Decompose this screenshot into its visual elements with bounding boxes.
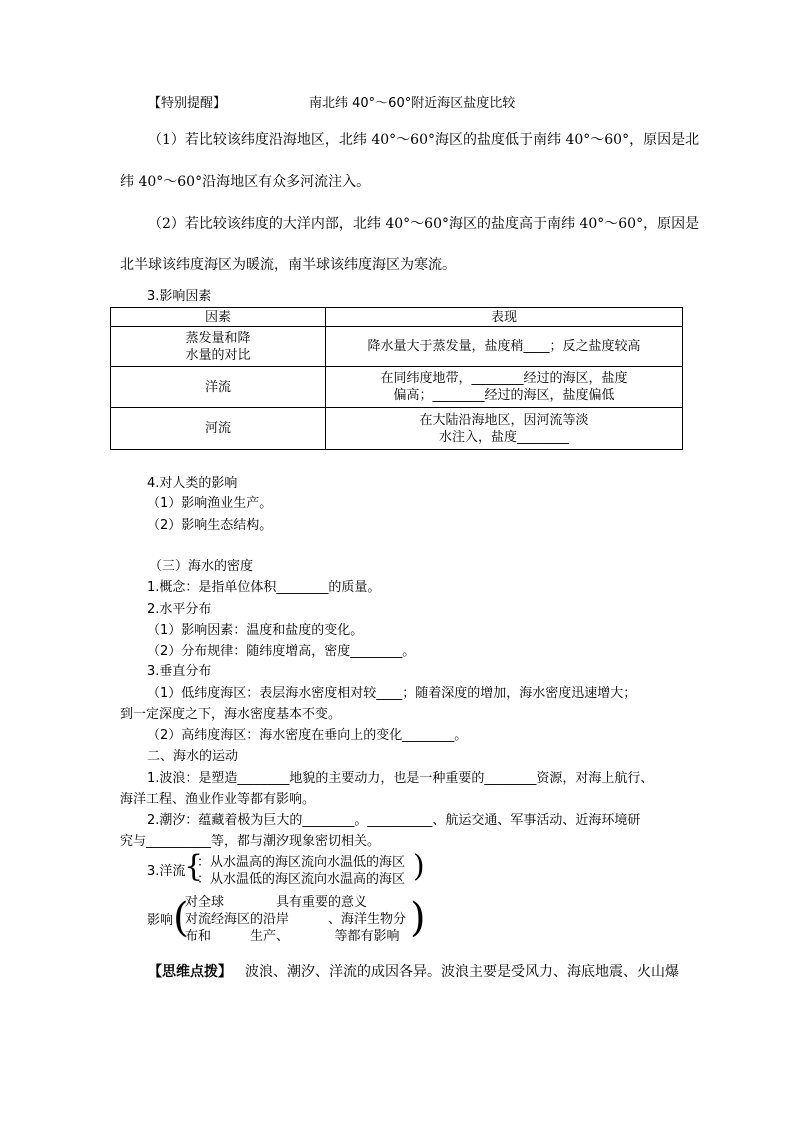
table-row — [111, 367, 683, 408]
cell-line: 蒸发量和降 — [185, 330, 251, 346]
table-cell-factor — [111, 367, 326, 408]
tip-title: 南北纬 40°～60°附近海区盐度比较 — [309, 96, 516, 111]
motion-tide-line-2: 究与__________等，都与潮汐现象密切相关。 — [120, 834, 381, 849]
table-row — [111, 408, 683, 450]
influence-line-3: 布和 生产、 等都有影响 — [185, 929, 400, 944]
density-heading: （三）海水的密度 — [149, 559, 254, 574]
table-row — [111, 327, 683, 367]
cell-line: 在同纬度地带，________经过的海区，盐度 — [380, 371, 628, 386]
density-horizontal-1: （1）影响因素：温度和盐度的变化。 — [147, 623, 364, 638]
cell-line: 洋流 — [204, 379, 231, 395]
tip-label: 【特别提醒】 — [148, 96, 227, 111]
current-label: 3.洋流 — [147, 864, 186, 879]
tip-paragraph-1-line-1: （1）若比较该纬度沿海地区，北纬 40°～60°海区的盐度低于南纬 40°～60°，原因是北 — [148, 132, 700, 148]
density-horizontal-2: （2）分布规律：随纬度增高，密度________。 — [147, 644, 416, 659]
cell-line: 河流 — [204, 421, 231, 436]
cell-line: 偏高；________经过的海区，盐度偏低 — [393, 388, 615, 403]
current-warm: ：从水温高的海区流向水温低的海区 — [197, 855, 406, 870]
cell-line: 降水量大于蒸发量，盐度稍____；反之盐度较高 — [367, 339, 641, 354]
influence-label: 影响 — [147, 913, 174, 928]
tip-paragraph-1-line-2: 纬 40°～60°沿海地区有众多河流注入。 — [120, 174, 371, 190]
impact-item-1: （1）影响渔业生产。 — [147, 496, 273, 511]
impact-item-2: （2）影响生态结构。 — [147, 518, 273, 533]
density-vertical-1-line-2: 到一定深度之下，海水密度基本不变。 — [120, 707, 342, 722]
left-brace-icon: { — [184, 849, 204, 884]
table-cell-manifestation — [326, 367, 683, 408]
factors-heading: 3.影响因素 — [147, 289, 212, 304]
density-vertical-heading: 3.垂直分布 — [147, 664, 212, 679]
motion-heading: 二、海水的运动 — [147, 749, 239, 764]
tip-paragraph-2-line-1: （2）若比较该纬度的大洋内部，北纬 40°～60°海区的盐度高于南纬 40°～60°，原因是 — [148, 216, 700, 232]
tip-paragraph-2-line-2: 北半球该纬度海区为暖流，南半球该纬度海区为寒流。 — [120, 257, 456, 273]
table-cell-factor — [111, 408, 326, 450]
density-concept: 1.概念：是指单位体积________的质量。 — [147, 580, 381, 595]
motion-wave-line-2: 海洋工程、渔业作业等都有影响。 — [120, 792, 316, 807]
density-vertical-1-line-1: （1）低纬度海区：表层海水密度相对较____；随着深度的增加，海水密度迅速增大； — [147, 686, 637, 701]
density-horizontal-heading: 2.水平分布 — [147, 602, 212, 617]
right-brace-icon: ) — [410, 895, 426, 941]
density-vertical-2: （2）高纬度海区：海水密度在垂向上的变化________。 — [147, 728, 468, 743]
right-brace-icon: ) — [413, 849, 425, 884]
influence-line-1: 对全球 具有重要的意义 — [185, 895, 368, 910]
table-cell-manifestation — [326, 408, 683, 450]
impact-heading: 4.对人类的影响 — [147, 476, 238, 491]
table-header-manifestation: 表现 — [326, 308, 683, 327]
table-cell-factor — [111, 327, 326, 367]
current-cold: ：从水温低的海区流向水温高的海区 — [197, 872, 406, 887]
table-cell-manifestation — [326, 327, 683, 367]
thinking-text: 波浪、潮汐、洋流的成因各异。波浪主要是受风力、海底地震、火山爆 — [245, 964, 679, 980]
motion-wave-line-1: 1.波浪：是塑造________地貌的主要动力，也是一种重要的________资源，对海上航行、 — [147, 771, 654, 786]
table-header-row — [111, 308, 683, 327]
cell-line: 水注入，盐度________ — [438, 429, 569, 445]
motion-tide-line-1: 2.潮汐：蕴藏着极为巨大的________。__________、航运交通、军事活动、近海环境研 — [147, 813, 641, 828]
table-header-factor: 因素 — [111, 308, 326, 327]
factors-table — [110, 307, 683, 450]
left-brace-icon: ( — [173, 895, 189, 941]
cell-line: 在大陆沿海地区，因河流等淡 — [419, 412, 589, 428]
thinking-label: 【思维点拨】 — [148, 964, 232, 980]
cell-line: 水量的对比 — [185, 347, 251, 363]
influence-line-2: 对流经海区的沿岸 、海洋生物分 — [185, 912, 407, 927]
